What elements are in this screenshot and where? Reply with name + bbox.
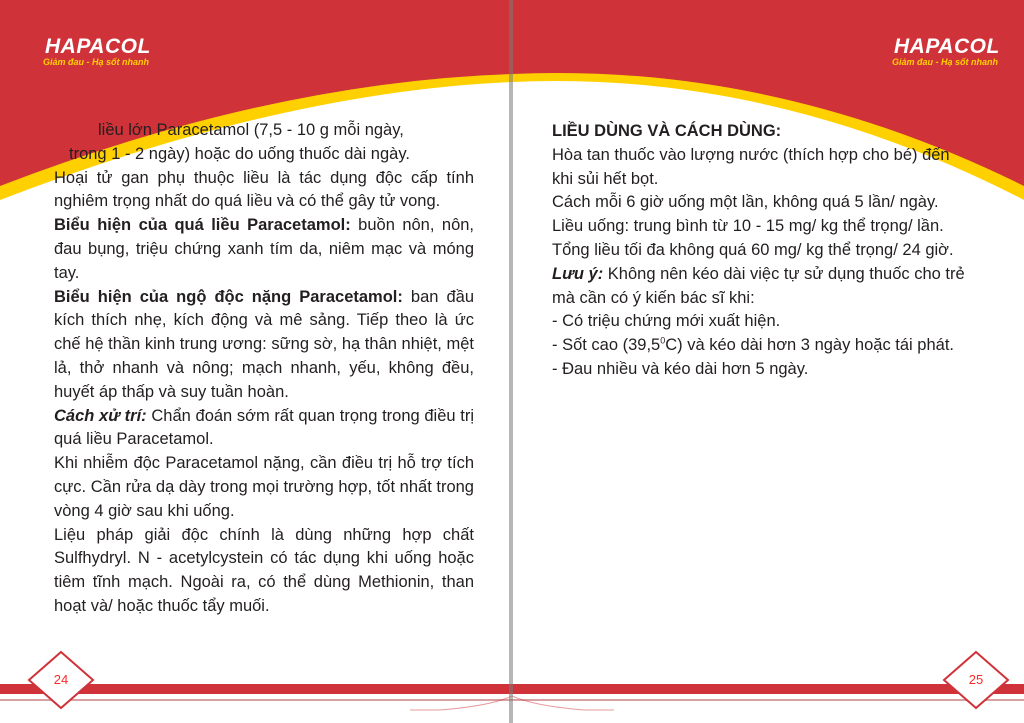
right-page <box>512 0 1024 723</box>
left-page-body <box>54 119 474 619</box>
brand-tagline: Giảm đau - Hạ sốt nhanh <box>892 57 999 67</box>
brand-logo: HAPACOL <box>45 35 151 58</box>
treatment-text: Chẩn đoán sớm rất quan trọng trong điều trị quá liều Paracetamol. <box>54 406 475 449</box>
bullet-item: - Đau nhiều và kéo dài hơn 5 ngày. <box>552 359 809 378</box>
bullet-text-start: - Sốt cao (39,5 <box>552 336 661 355</box>
body-paragraph: Hoại tử gan phụ thuộc liều là tác dụng độc cấp tính nghiêm trọng nhất do quá liều và có thể gây tử vong. <box>54 168 474 211</box>
bullet-text-end: C) và kéo dài hơn 3 ngày hoặc tái phát. <box>665 336 954 355</box>
note-label: Lưu ý: <box>552 264 604 283</box>
section-heading: LIỀU DÙNG VÀ CÁCH DÙNG: <box>552 122 782 140</box>
severe-poisoning-text: ban đầu kích thích nhẹ, kích động và mê sảng. Tiếp theo là ức chế hệ thần kinh trung ương: sững sờ, hạ thân nhiệt, mệt lả, thở nhanh và nông; mạch nhanh, yếu, không đều, huyết áp thấp và suy tuần hoàn. <box>54 287 475 401</box>
body-line: trong 1 - 2 ngày) hoặc do uống thuốc dài ngày. <box>69 144 410 163</box>
dissolve-paragraph: Hòa tan thuốc vào lượng nước (thích hợp cho bé) đến khi sủi hết bọt. <box>552 145 950 188</box>
severe-poisoning-paragraph <box>54 286 474 405</box>
page-number: 24 <box>53 672 69 687</box>
treatment-label: Cách xử trí: <box>54 406 147 425</box>
bullet-item: - Có triệu chứng mới xuất hiện. <box>552 312 781 331</box>
interval-paragraph: Cách mỗi 6 giờ uống một lần, không quá 5 lần/ ngày. <box>552 193 939 212</box>
overdose-signs-text: buồn nôn, nôn, đau bụng, triệu chứng xanh tím da, niêm mạc và móng tay. <box>54 216 475 282</box>
overdose-signs-label: Biểu hiện của quá liều Paracetamol: <box>54 216 351 235</box>
body-line: liều lớn Paracetamol (7,5 - 10 g mỗi ngày, <box>98 121 404 139</box>
note-text: Không nên kéo dài việc tự sử dụng thuốc cho trẻ mà cần có ý kiến bác sĩ khi: <box>552 264 965 307</box>
severe-poisoning-label: Biểu hiện của ngộ độc nặng Paracetamol: <box>54 287 403 306</box>
brand-logo: HAPACOL <box>894 35 1000 58</box>
degree-superscript: 0 <box>660 335 666 346</box>
note-paragraph <box>552 263 972 311</box>
bullet-item <box>552 334 972 358</box>
page-number: 25 <box>968 672 984 687</box>
overdose-signs-paragraph <box>54 214 474 285</box>
footer-decoration <box>512 640 1024 723</box>
book-spine <box>509 0 513 723</box>
dose-paragraph: Liều uống: trung bình từ 10 - 15 mg/ kg thể trọng/ lần. <box>552 217 944 236</box>
treatment-paragraph <box>54 405 474 453</box>
severe-treatment-paragraph: Khi nhiễm độc Paracetamol nặng, cần điều trị hỗ trợ tích cực. Cần rửa dạ dày trong mọi trường hợp, tốt nhất trong vòng 4 giờ sau khi uống. <box>54 454 474 520</box>
right-page-body <box>552 120 972 382</box>
max-dose-paragraph: Tổng liều tối đa không quá 60 mg/ kg thể trọng/ 24 giờ. <box>552 240 954 259</box>
antidote-paragraph: Liệu pháp giải độc chính là dùng những hợp chất Sulfhydryl. N - acetylcystein có tác dụng khi uống hoặc tiêm tĩnh mạch. Ngoài ra, có thể dùng Methionin, than hoạt và/ hoặc thuốc tẩy muối. <box>54 525 474 615</box>
brand-tagline: Giảm đau - Hạ sốt nhanh <box>43 57 150 67</box>
